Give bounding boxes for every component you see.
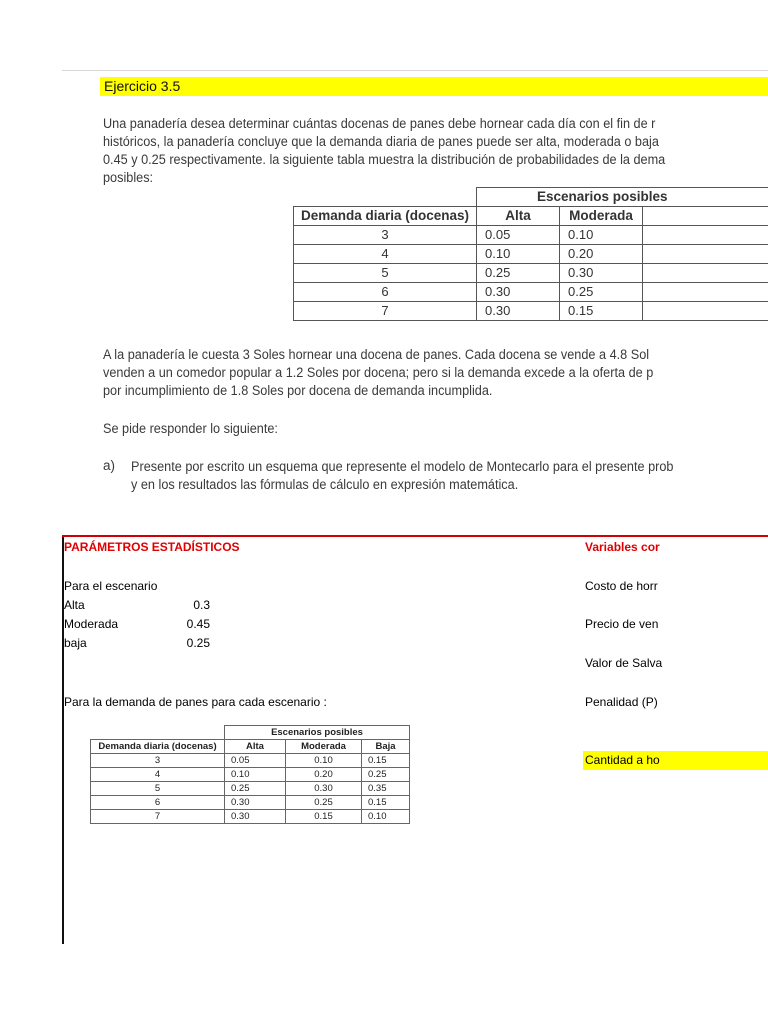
cell-demand: 4 — [294, 245, 477, 264]
sheet-header-left: PARÁMETROS ESTADÍSTICOS — [64, 540, 240, 554]
salvamento-label: Valor de Salva — [585, 656, 663, 670]
cell-demand: 7 — [91, 810, 225, 824]
cell-moderada: 0.15 — [560, 302, 643, 321]
cell-demand: 6 — [294, 283, 477, 302]
top-divider — [62, 70, 768, 71]
cell-extra — [643, 226, 768, 245]
cell-alta: 0.30 — [477, 302, 560, 321]
item-a-text — [131, 458, 673, 494]
paragraph-line: históricos, la panadería concluye que la demanda diaria de panes puede ser alta, moderada o baja — [103, 134, 659, 149]
table-group-header: Escenarios posibles — [477, 188, 768, 207]
col-header-alta: Alta — [477, 207, 560, 226]
paragraph-line: 0.45 y 0.25 respectivamente. la siguiente tabla muestra la distribución de probabilidades de la dema — [103, 152, 666, 167]
table-row — [294, 283, 768, 302]
escenario-label: Para el escenario — [64, 579, 158, 593]
col-header-extra — [643, 207, 768, 226]
table-row — [91, 810, 410, 824]
cell-moderada: 0.25 — [560, 283, 643, 302]
cell-alta: 0.10 — [225, 768, 286, 782]
escenario-name: baja — [64, 636, 87, 650]
exercise-paragraph-3 — [103, 420, 278, 438]
cell-moderada: 0.30 — [560, 264, 643, 283]
escenario-value: 0.45 — [186, 617, 210, 631]
paragraph-line: y en los resultados las fórmulas de cálculo en expresión matemática. — [131, 477, 519, 492]
paragraph-line: Se pide responder lo siguiente: — [103, 421, 278, 436]
escenario-value: 0.25 — [186, 636, 210, 650]
table-row — [91, 796, 410, 810]
cell-alta: 0.30 — [477, 283, 560, 302]
cell-alta: 0.30 — [225, 810, 286, 824]
cell-alta: 0.05 — [477, 226, 560, 245]
cell-demand: 3 — [91, 754, 225, 768]
sheet-col-header-moderada: Moderada — [286, 740, 362, 754]
cell-alta: 0.05 — [225, 754, 286, 768]
paragraph-line: venden a un comedor popular a 1.2 Soles por docena; pero si la demanda excede a la oferta de p — [103, 365, 654, 380]
sheet-top-border — [62, 535, 768, 537]
cell-baja: 0.15 — [362, 796, 410, 810]
cell-baja: 0.25 — [362, 768, 410, 782]
cell-extra — [643, 283, 768, 302]
paragraph-line: A la panadería le cuesta 3 Soles hornear una docena de panes. Cada docena se vende a 4.8 Sol — [103, 347, 650, 362]
escenario-value: 0.3 — [193, 598, 210, 612]
paragraph-line: por incumplimiento de 1.8 Soles por docena de demanda incumplida. — [103, 383, 493, 398]
cell-alta: 0.30 — [225, 796, 286, 810]
cell-alta: 0.25 — [225, 782, 286, 796]
table-row — [294, 302, 768, 321]
demanda-label: Para la demanda de panes para cada escenario : — [64, 695, 327, 709]
cell-moderada: 0.20 — [286, 768, 362, 782]
cell-extra — [643, 302, 768, 321]
cell-demand: 5 — [91, 782, 225, 796]
exercise-paragraph-1 — [103, 115, 665, 187]
exercise-paragraph-2 — [103, 346, 653, 400]
sheet-header-right: Variables cor — [585, 540, 660, 554]
table-row — [91, 754, 410, 768]
cantidad-label: Cantidad a ho — [583, 751, 768, 770]
cell-moderada: 0.10 — [560, 226, 643, 245]
cell-extra — [643, 245, 768, 264]
exercise-title: Ejercicio 3.5 — [100, 77, 768, 96]
cell-extra — [643, 264, 768, 283]
escenario-name: Moderada — [64, 617, 119, 631]
item-a-label: a) — [103, 458, 116, 473]
cell-demand: 4 — [91, 768, 225, 782]
table-row — [294, 226, 768, 245]
cell-alta: 0.25 — [477, 264, 560, 283]
probability-table — [293, 187, 768, 321]
cell-demand: 7 — [294, 302, 477, 321]
table-row — [91, 768, 410, 782]
cell-baja: 0.15 — [362, 754, 410, 768]
sheet-col-header-demand: Demanda diaria (docenas) — [91, 740, 225, 754]
cell-moderada: 0.25 — [286, 796, 362, 810]
empty-corner — [91, 726, 225, 740]
cell-moderada: 0.30 — [286, 782, 362, 796]
cell-demand: 5 — [294, 264, 477, 283]
sheet-col-header-baja: Baja — [362, 740, 410, 754]
cell-moderada: 0.20 — [560, 245, 643, 264]
table-row — [294, 245, 768, 264]
table-row — [91, 782, 410, 796]
paragraph-line: Presente por escrito un esquema que represente el modelo de Montecarlo para el presente prob — [131, 459, 674, 474]
cell-alta: 0.10 — [477, 245, 560, 264]
paragraph-line: Una panadería desea determinar cuántas docenas de panes debe hornear cada día con el fin de r — [103, 116, 656, 131]
cell-demand: 6 — [91, 796, 225, 810]
penalidad-label: Penalidad (P) — [585, 695, 658, 709]
paragraph-line: posibles: — [103, 170, 154, 185]
empty-corner — [294, 188, 477, 207]
cell-moderada: 0.10 — [286, 754, 362, 768]
table-row — [294, 264, 768, 283]
costo-label: Costo de horr — [585, 579, 658, 593]
sheet-table-group-header: Escenarios posibles — [225, 726, 410, 740]
cell-baja: 0.10 — [362, 810, 410, 824]
col-header-demand: Demanda diaria (docenas) — [294, 207, 477, 226]
escenario-name: Alta — [64, 598, 85, 612]
sheet-probability-table — [90, 725, 410, 824]
sheet-col-header-alta: Alta — [225, 740, 286, 754]
cell-demand: 3 — [294, 226, 477, 245]
precio-label: Precio de ven — [585, 617, 659, 631]
cell-moderada: 0.15 — [286, 810, 362, 824]
cell-baja: 0.35 — [362, 782, 410, 796]
col-header-moderada: Moderada — [560, 207, 643, 226]
